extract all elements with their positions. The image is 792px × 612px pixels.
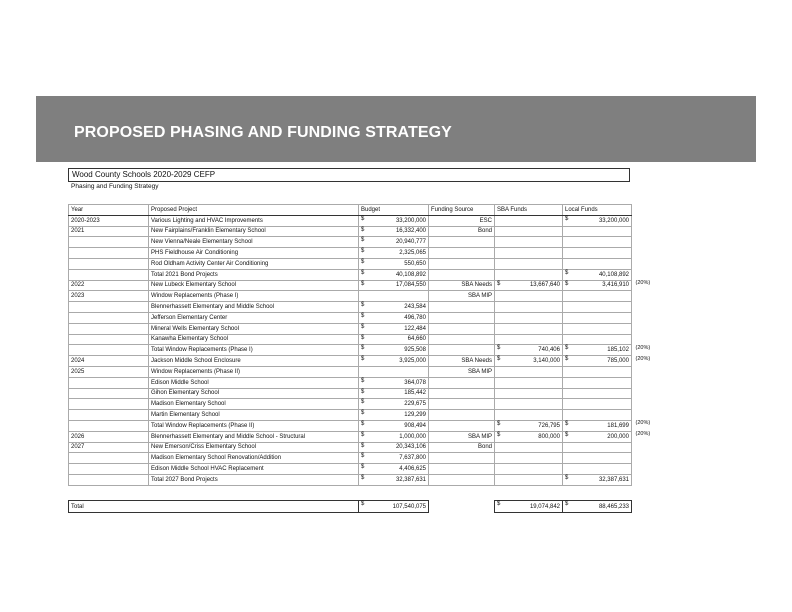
cell-sba-funds [495, 237, 563, 248]
cell-year [69, 388, 149, 399]
cell-year [69, 474, 149, 485]
cell-year: 2027 [69, 442, 149, 453]
cell-sba-funds [495, 334, 563, 345]
currency-symbol: $ [361, 345, 365, 352]
cell-local-funds [563, 399, 632, 410]
cell-funding-source: SBA MIP [429, 291, 495, 302]
cell-funding-source: Bond [429, 442, 495, 453]
cell-budget-value: 129,299 [404, 412, 426, 419]
table-row [69, 464, 632, 475]
cell-budget-value: 496,780 [404, 314, 426, 321]
cell-budget [359, 280, 429, 291]
table-row [69, 453, 632, 464]
cell-year: 2021 [69, 226, 149, 237]
cell-year [69, 453, 149, 464]
cell-funding-source: Bond [429, 226, 495, 237]
cell-sba-funds [495, 226, 563, 237]
cell-budget [359, 377, 429, 388]
table-row [69, 291, 632, 302]
table-header-row [69, 205, 632, 216]
currency-symbol: $ [497, 280, 501, 287]
cell-local-funds [563, 377, 632, 388]
currency-symbol: $ [361, 215, 365, 222]
cell-budget [359, 464, 429, 475]
currency-symbol: $ [361, 420, 365, 427]
total-sba [495, 501, 563, 513]
cell-budget-value: 64,660 [407, 336, 426, 343]
total-row [69, 501, 632, 513]
table-row [69, 269, 632, 280]
cell-budget-value: 33,200,000 [395, 217, 426, 224]
cell-year [69, 248, 149, 259]
currency-symbol: $ [565, 474, 569, 481]
cell-sba-funds [495, 442, 563, 453]
cell-sba-funds [495, 258, 563, 269]
currency-symbol: $ [361, 453, 365, 460]
cell-project: Martin Elementary School [149, 410, 359, 421]
cell-year [69, 312, 149, 323]
cell-local-funds-value: 33,200,000 [598, 217, 629, 224]
total-budget [359, 501, 429, 513]
currency-symbol: $ [565, 431, 569, 438]
currency-symbol: $ [565, 215, 569, 222]
cell-local-funds-value: 32,387,631 [598, 476, 629, 483]
cell-year [69, 269, 149, 280]
cell-local-funds [563, 410, 632, 421]
cell-local-funds [563, 237, 632, 248]
currency-symbol: $ [497, 501, 501, 507]
cell-budget-value: 122,484 [404, 325, 426, 332]
cell-sba-funds-value: 3,140,000 [533, 358, 560, 365]
cell-funding-source [429, 345, 495, 356]
cell-local-funds [563, 442, 632, 453]
cell-sba-funds [495, 431, 563, 442]
cell-sba-funds [495, 410, 563, 421]
cell-local-funds [563, 431, 632, 442]
cell-local-funds-value: 181,699 [607, 422, 629, 429]
cell-year [69, 323, 149, 334]
currency-symbol: $ [361, 269, 365, 276]
cell-percent-note: (20%) [635, 280, 651, 287]
header-sba-funds: SBA Funds [495, 205, 563, 216]
cell-sba-funds [495, 474, 563, 485]
cell-sba-funds [495, 399, 563, 410]
cell-project: Mineral Wells Elementary School [149, 323, 359, 334]
cell-sba-funds [495, 356, 563, 367]
header-project: Proposed Project [149, 205, 359, 216]
cell-funding-source [429, 248, 495, 259]
cell-budget [359, 366, 429, 377]
document-subtitle: Phasing and Funding Strategy [71, 183, 159, 190]
cell-funding-source: SBA MIP [429, 431, 495, 442]
cell-project: Jefferson Elementary Center [149, 312, 359, 323]
cell-project: Madison Elementary School Renovation/Addition [149, 453, 359, 464]
cell-project: Blennerhassett Elementary and Middle School [149, 302, 359, 313]
cell-percent-note: (20%) [635, 420, 651, 427]
table-row [69, 237, 632, 248]
cell-budget-value: 908,494 [404, 422, 426, 429]
table-row [69, 366, 632, 377]
cell-local-funds-value: 185,102 [607, 347, 629, 354]
cell-budget [359, 226, 429, 237]
cell-funding-source [429, 399, 495, 410]
cell-funding-source: ESC [429, 215, 495, 226]
cell-local-funds [563, 388, 632, 399]
total-table [68, 500, 632, 513]
total-budget-value: 107,540,075 [392, 503, 426, 510]
cell-local-funds [563, 226, 632, 237]
cell-budget [359, 334, 429, 345]
table-row [69, 248, 632, 259]
total-label: Total [69, 501, 359, 513]
cell-year [69, 345, 149, 356]
cell-budget-value: 20,343,106 [395, 444, 426, 451]
cell-project: Gihon Elementary School [149, 388, 359, 399]
cell-year [69, 377, 149, 388]
cell-budget [359, 345, 429, 356]
cell-local-funds [563, 323, 632, 334]
currency-symbol: $ [361, 258, 365, 265]
cell-budget [359, 410, 429, 421]
cell-local-funds [563, 258, 632, 269]
cell-local-funds-value: 40,108,892 [598, 271, 629, 278]
cell-local-funds [563, 312, 632, 323]
currency-symbol: $ [361, 312, 365, 319]
cell-budget-value: 243,584 [404, 304, 426, 311]
currency-symbol: $ [565, 345, 569, 352]
cell-budget [359, 312, 429, 323]
currency-symbol: $ [361, 248, 365, 255]
table-row [69, 215, 632, 226]
cell-funding-source [429, 464, 495, 475]
cell-budget-value: 550,650 [404, 260, 426, 267]
cell-budget-value: 16,332,400 [395, 228, 426, 235]
cell-funding-source [429, 323, 495, 334]
cell-budget-value: 229,675 [404, 401, 426, 408]
cell-project: Kanawha Elementary School [149, 334, 359, 345]
cell-local-funds [563, 474, 632, 485]
currency-symbol: $ [361, 464, 365, 471]
cell-funding-source [429, 388, 495, 399]
cell-year: 2023 [69, 291, 149, 302]
cell-local-funds-value: 785,000 [607, 358, 629, 365]
table-row [69, 420, 632, 431]
cell-funding-source [429, 237, 495, 248]
currency-symbol: $ [361, 377, 365, 384]
cell-budget-value: 20,940,777 [395, 239, 426, 246]
cell-budget-value: 185,442 [404, 390, 426, 397]
cell-sba-funds-value: 726,795 [538, 422, 560, 429]
table-row [69, 442, 632, 453]
phasing-table [68, 204, 651, 486]
header-budget: Budget [359, 205, 429, 216]
cell-sba-funds [495, 248, 563, 259]
currency-symbol: $ [497, 356, 501, 363]
header-funding-source: Funding Source [429, 205, 495, 216]
cell-funding-source [429, 420, 495, 431]
cell-project: Madison Elementary School [149, 399, 359, 410]
currency-symbol: $ [361, 323, 365, 330]
cell-year: 2025 [69, 366, 149, 377]
cell-budget [359, 215, 429, 226]
cell-budget [359, 388, 429, 399]
cell-funding-source [429, 453, 495, 464]
currency-symbol: $ [361, 237, 365, 244]
cell-year [69, 334, 149, 345]
table-row [69, 334, 632, 345]
currency-symbol: $ [565, 356, 569, 363]
header-local-funds: Local Funds [563, 205, 632, 216]
cell-local-funds [563, 215, 632, 226]
cell-budget-value: 2,325,065 [399, 250, 426, 257]
currency-symbol: $ [361, 431, 365, 438]
cell-budget-value: 364,078 [404, 379, 426, 386]
cell-percent-note: (20%) [635, 355, 651, 362]
currency-symbol: $ [361, 442, 365, 449]
cell-project: PHS Fieldhouse Air Conditioning [149, 248, 359, 259]
cell-funding-source [429, 334, 495, 345]
cell-project: New Lubeck Elementary School [149, 280, 359, 291]
total-sba-value: 19,074,842 [529, 503, 560, 510]
cell-budget [359, 420, 429, 431]
cell-sba-funds [495, 269, 563, 280]
cell-budget [359, 323, 429, 334]
cell-sba-funds [495, 312, 563, 323]
cell-year [69, 258, 149, 269]
currency-symbol: $ [361, 226, 365, 233]
currency-symbol: $ [565, 501, 569, 507]
cell-budget [359, 248, 429, 259]
cell-year [69, 420, 149, 431]
cell-local-funds [563, 248, 632, 259]
cell-budget [359, 237, 429, 248]
currency-symbol: $ [361, 302, 365, 309]
cell-sba-funds [495, 453, 563, 464]
cell-budget-value: 4,406,625 [399, 466, 426, 473]
cell-sba-funds [495, 215, 563, 226]
page-title: PROPOSED PHASING AND FUNDING STRATEGY [74, 124, 452, 141]
table-row [69, 302, 632, 313]
cell-budget-value: 7,637,800 [399, 455, 426, 462]
cell-funding-source [429, 377, 495, 388]
cell-year [69, 399, 149, 410]
currency-symbol: $ [361, 334, 365, 341]
cell-project: Edison Middle School HVAC Replacement [149, 464, 359, 475]
cell-project: New Fairplains/Franklin Elementary School [149, 226, 359, 237]
cell-sba-funds [495, 302, 563, 313]
currency-symbol: $ [497, 345, 501, 352]
total-spacer [429, 501, 495, 513]
cell-year: 2024 [69, 356, 149, 367]
cell-project: New Emerson/Criss Elementary School [149, 442, 359, 453]
currency-symbol: $ [497, 420, 501, 427]
cell-local-funds [563, 269, 632, 280]
cell-year [69, 410, 149, 421]
table-row [69, 312, 632, 323]
cell-sba-funds [495, 280, 563, 291]
cell-budget-value: 17,084,550 [395, 282, 426, 289]
cell-sba-funds [495, 388, 563, 399]
cell-sba-funds [495, 420, 563, 431]
cell-budget [359, 431, 429, 442]
cell-funding-source [429, 410, 495, 421]
total-local-value: 88,465,233 [598, 503, 629, 510]
table-row [69, 431, 632, 442]
cell-funding-source [429, 312, 495, 323]
cell-budget-value: 3,925,000 [399, 358, 426, 365]
cell-project: Window Replacements (Phase II) [149, 366, 359, 377]
table-row [69, 388, 632, 399]
cell-budget [359, 356, 429, 367]
cell-budget [359, 399, 429, 410]
header-year: Year [69, 205, 149, 216]
currency-symbol: $ [565, 280, 569, 287]
currency-symbol: $ [565, 420, 569, 427]
cell-local-funds [563, 291, 632, 302]
cell-sba-funds-value: 800,000 [538, 433, 560, 440]
currency-symbol: $ [497, 431, 501, 438]
cell-project: Blennerhassett Elementary and Middle School - Structural [149, 431, 359, 442]
cell-sba-funds [495, 323, 563, 334]
cell-sba-funds [495, 464, 563, 475]
cell-budget-value: 40,108,892 [395, 271, 426, 278]
cell-year [69, 464, 149, 475]
cell-year: 2022 [69, 280, 149, 291]
cell-budget [359, 453, 429, 464]
cell-local-funds [563, 345, 632, 356]
cell-local-funds [563, 302, 632, 313]
cell-budget [359, 269, 429, 280]
cell-local-funds [563, 280, 632, 291]
cell-project: New Vienna/Neale Elementary School [149, 237, 359, 248]
cell-sba-funds-value: 13,667,640 [529, 282, 560, 289]
table-row [69, 280, 632, 291]
cell-local-funds [563, 420, 632, 431]
currency-symbol: $ [565, 269, 569, 276]
cell-funding-source: SBA MIP [429, 366, 495, 377]
currency-symbol: $ [361, 356, 365, 363]
cell-project: Edison Middle School [149, 377, 359, 388]
cell-local-funds-value: 3,416,910 [602, 282, 629, 289]
currency-symbol: $ [361, 388, 365, 395]
cell-year: 2026 [69, 431, 149, 442]
table-row [69, 323, 632, 334]
cell-funding-source [429, 474, 495, 485]
table-row [69, 258, 632, 269]
currency-symbol: $ [361, 474, 365, 481]
cell-funding-source: SBA Needs [429, 280, 495, 291]
cell-local-funds [563, 453, 632, 464]
cell-budget [359, 474, 429, 485]
cell-project: Total 2027 Bond Projects [149, 474, 359, 485]
table-row [69, 474, 632, 485]
total-local [563, 501, 632, 513]
cell-budget-value: 1,000,000 [399, 433, 426, 440]
cell-local-funds [563, 334, 632, 345]
cell-year [69, 302, 149, 313]
table-row [69, 226, 632, 237]
table-row [69, 345, 632, 356]
cell-project: Total Window Replacements (Phase I) [149, 345, 359, 356]
cell-budget [359, 258, 429, 269]
table-row [69, 399, 632, 410]
cell-project: Jackson Middle School Enclosure [149, 356, 359, 367]
cell-year: 2020-2023 [69, 215, 149, 226]
cell-project: Various Lighting and HVAC Improvements [149, 215, 359, 226]
cell-percent-note: (20%) [635, 431, 651, 438]
cell-local-funds [563, 356, 632, 367]
cell-budget-value: 32,387,631 [395, 476, 426, 483]
document-title: Wood County Schools 2020-2029 CEFP [68, 168, 630, 182]
cell-sba-funds [495, 366, 563, 377]
cell-budget [359, 302, 429, 313]
cell-project: Window Replacements (Phase I) [149, 291, 359, 302]
cell-percent-note: (20%) [635, 344, 651, 351]
cell-funding-source [429, 302, 495, 313]
cell-sba-funds [495, 291, 563, 302]
cell-year [69, 237, 149, 248]
cell-sba-funds [495, 377, 563, 388]
table-row [69, 377, 632, 388]
header-banner [36, 96, 756, 162]
cell-sba-funds-value: 740,406 [538, 347, 560, 354]
currency-symbol: $ [361, 501, 365, 507]
cell-project: Total 2021 Bond Projects [149, 269, 359, 280]
table-row [69, 356, 632, 367]
table-row [69, 410, 632, 421]
cell-budget [359, 291, 429, 302]
cell-funding-source [429, 258, 495, 269]
cell-budget-value: 925,508 [404, 347, 426, 354]
cell-sba-funds [495, 345, 563, 356]
cell-local-funds [563, 366, 632, 377]
cell-budget [359, 442, 429, 453]
currency-symbol: $ [361, 399, 365, 406]
cell-project: Total Window Replacements (Phase II) [149, 420, 359, 431]
currency-symbol: $ [361, 280, 365, 287]
cell-funding-source: SBA Needs [429, 356, 495, 367]
cell-local-funds [563, 464, 632, 475]
currency-symbol: $ [361, 410, 365, 417]
cell-local-funds-value: 200,000 [607, 433, 629, 440]
cell-project: Rod Oldham Activity Center Air Conditioning [149, 258, 359, 269]
cell-funding-source [429, 269, 495, 280]
